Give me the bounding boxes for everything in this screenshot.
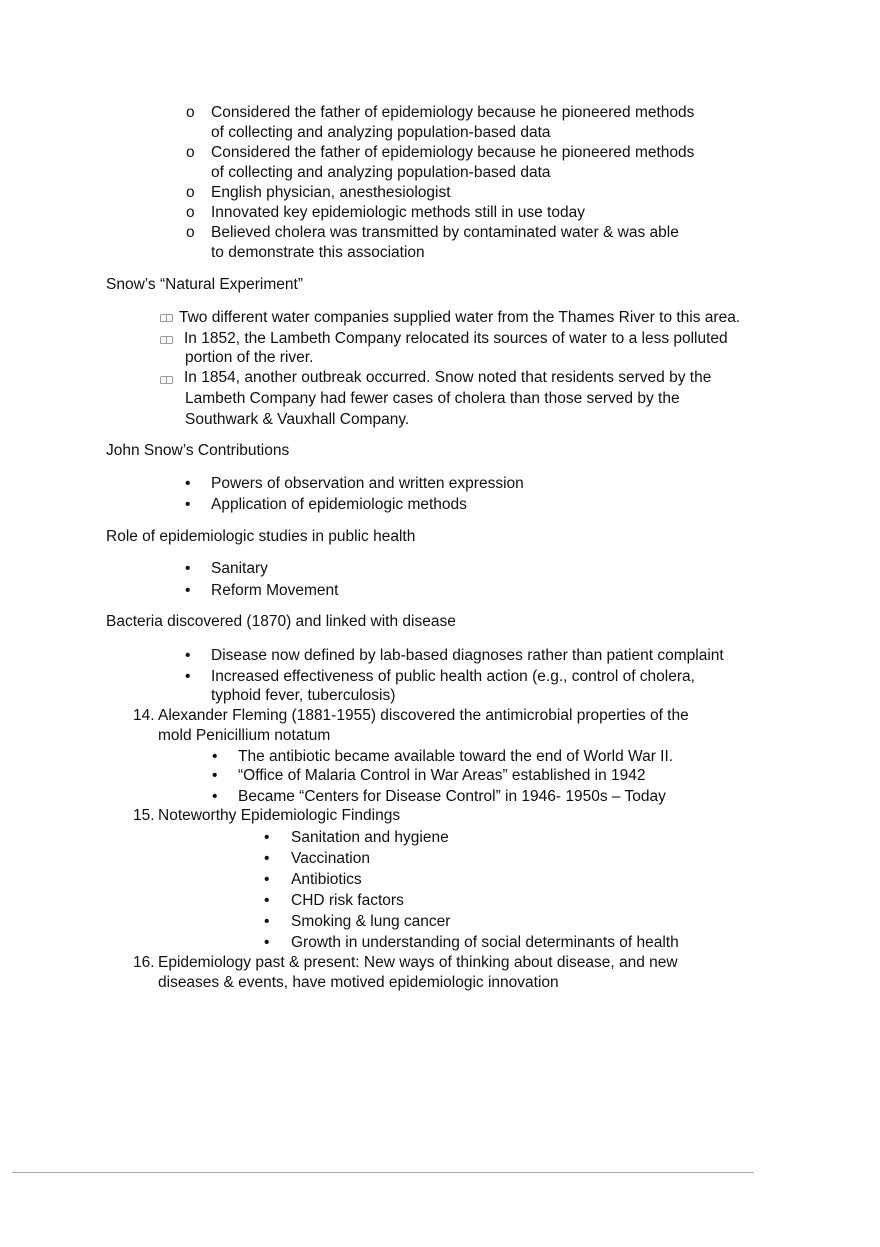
list-item: Became “Centers for Disease Control” in 1946- 1950s – Today <box>238 788 666 805</box>
book-icon <box>160 314 173 322</box>
section-heading: Snow’s “Natural Experiment” <box>106 276 303 293</box>
list-item-cont: of collecting and analyzing population-based data <box>211 164 551 181</box>
list-item: Believed cholera was transmitted by contaminated water & was able <box>211 224 679 241</box>
bullet-dot: • <box>212 788 218 805</box>
list-item: Vaccination <box>291 850 370 867</box>
item-number: 16. <box>133 954 155 971</box>
footer-divider <box>12 1172 754 1173</box>
list-item: Smoking & lung cancer <box>291 913 451 930</box>
list-item-cont: Lambeth Company had fewer cases of cholera than those served by the <box>185 390 680 407</box>
item-text: Alexander Fleming (1881-1955) discovered the antimicrobial properties of the <box>158 707 689 724</box>
bullet-dot: • <box>185 496 191 513</box>
item-text: Noteworthy Epidemiologic Findings <box>158 807 401 824</box>
bullet-marker: o <box>186 184 195 201</box>
bullet-marker: o <box>186 204 195 221</box>
list-item-cont: of collecting and analyzing population-based data <box>211 124 551 141</box>
bullet-dot: • <box>185 668 191 685</box>
bullet-marker: o <box>186 104 195 121</box>
section-heading: Role of epidemiologic studies in public health <box>106 528 416 545</box>
item-number: 15. <box>133 807 155 824</box>
bullet-dot: • <box>212 767 218 784</box>
list-item: Innovated key epidemiologic methods still in use today <box>211 204 585 221</box>
list-item: English physician, anesthesiologist <box>211 184 451 201</box>
list-item-cont: portion of the river. <box>185 349 314 366</box>
item-text-cont: diseases & events, have motived epidemiologic innovation <box>158 974 559 991</box>
list-item: Considered the father of epidemiology because he pioneered methods <box>211 104 695 121</box>
bullet-marker: o <box>186 144 195 161</box>
list-item: Growth in understanding of social determinants of health <box>291 934 679 951</box>
bullet-dot: • <box>264 829 270 846</box>
bullet-dot: • <box>185 582 191 599</box>
list-item: Considered the father of epidemiology because he pioneered methods <box>211 144 695 161</box>
list-item: CHD risk factors <box>291 892 404 909</box>
list-item: Sanitation and hygiene <box>291 829 449 846</box>
list-item-cont: Southwark & Vauxhall Company. <box>185 411 410 428</box>
bullet-dot: • <box>264 892 270 909</box>
item-number: 14. <box>133 707 155 724</box>
bullet-dot: • <box>185 647 191 664</box>
item-text: Epidemiology past & present: New ways of thinking about disease, and new <box>158 954 678 971</box>
book-icon <box>160 336 173 344</box>
item-text-cont: mold Penicillium notatum <box>158 727 331 744</box>
list-item: Sanitary <box>211 560 268 577</box>
bullet-dot: • <box>264 934 270 951</box>
list-item: Application of epidemiologic methods <box>211 496 467 513</box>
list-item-cont: to demonstrate this association <box>211 244 425 261</box>
list-item-cont: typhoid fever, tuberculosis) <box>211 687 396 704</box>
bullet-marker: o <box>186 224 195 241</box>
list-item: Two different water companies supplied water from the Thames River to this area. <box>179 309 741 326</box>
section-heading: John Snow’s Contributions <box>106 442 290 459</box>
section-heading: Bacteria discovered (1870) and linked with disease <box>106 613 456 630</box>
list-item: In 1852, the Lambeth Company relocated its sources of water to a less polluted <box>184 330 728 347</box>
bullet-dot: • <box>264 913 270 930</box>
list-item: In 1854, another outbreak occurred. Snow noted that residents served by the <box>184 369 712 386</box>
list-item: Antibiotics <box>291 871 362 888</box>
list-item: Powers of observation and written expression <box>211 475 524 492</box>
list-item: The antibiotic became available toward the end of World War II. <box>238 748 674 765</box>
list-item: Disease now defined by lab-based diagnoses rather than patient complaint <box>211 647 724 664</box>
bullet-dot: • <box>264 871 270 888</box>
bullet-dot: • <box>264 850 270 867</box>
bullet-dot: • <box>212 748 218 765</box>
bullet-dot: • <box>185 475 191 492</box>
list-item: Increased effectiveness of public health action (e.g., control of cholera, <box>211 668 695 685</box>
book-icon <box>160 376 173 384</box>
list-item: “Office of Malaria Control in War Areas” established in 1942 <box>238 767 646 784</box>
list-item: Reform Movement <box>211 582 339 599</box>
bullet-dot: • <box>185 560 191 577</box>
